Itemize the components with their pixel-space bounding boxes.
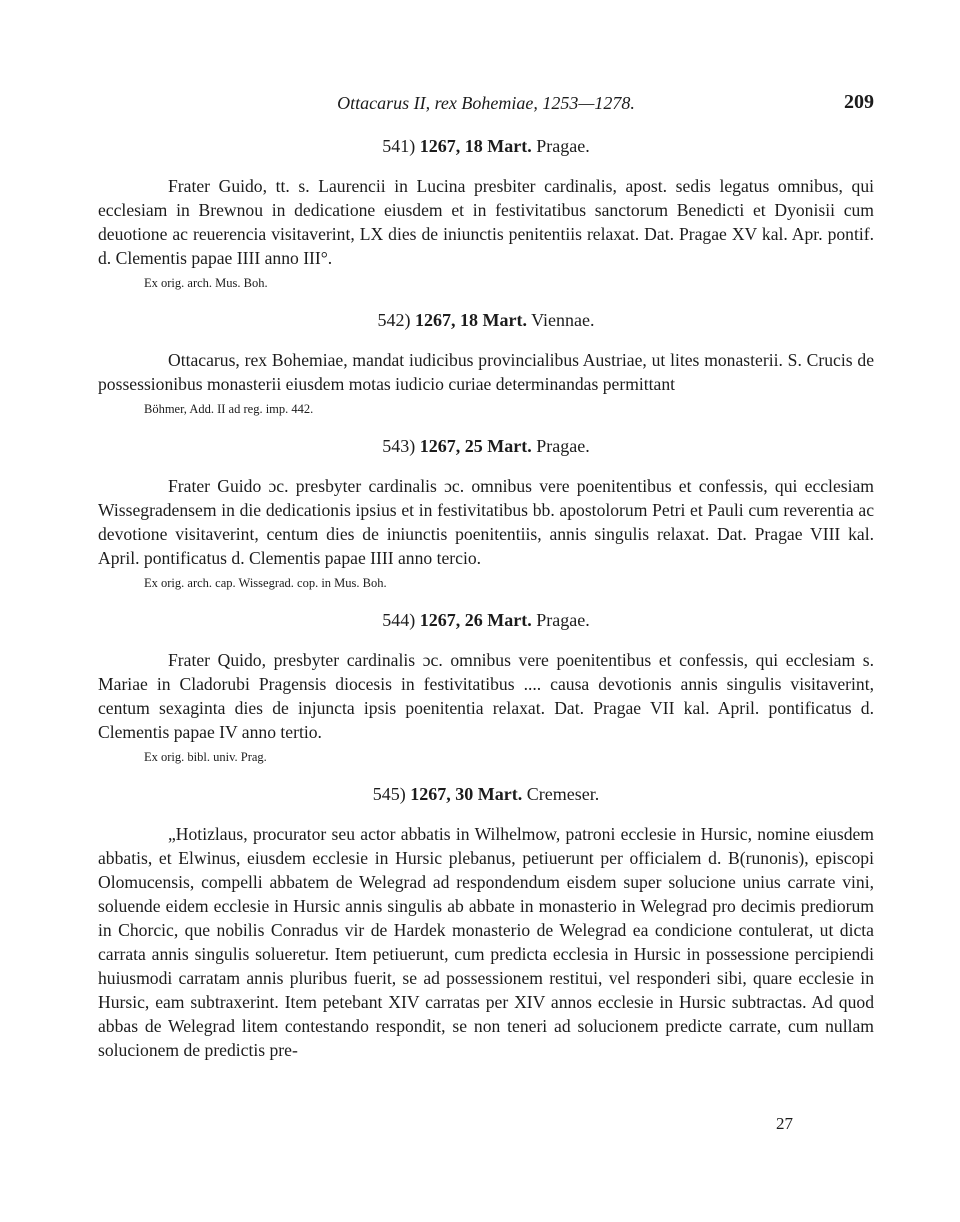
entry-title (98, 308, 874, 332)
entry-source: Ex orig. arch. cap. Wissegrad. cop. in Mus. Boh. (144, 576, 387, 590)
entry-place: Pragae. (536, 610, 590, 630)
entry-543 (98, 434, 874, 592)
page-header (98, 93, 874, 119)
entry-title (98, 134, 874, 158)
entry-text: Frater Guido, tt. s. Laurencii in Lucina presbiter cardinalis, apost. sedis legatus omnibus, qui ecclesiam in Brewnou in dedicatione eiusdem et in festivitatibus sanctorum Benedicti et Dyonisii cum deuotione ac reuerencia visitaverint, LX dies de iniunctis penitentiis relaxat. Dat. Pragae XV kal. Apr. pontif. d. Clementis papae IIII anno III°. (98, 176, 874, 268)
entry-title (98, 434, 874, 458)
entry-date: 1267, 18 Mart. (419, 136, 532, 156)
entry-number: 544) (382, 610, 416, 630)
entry-541 (98, 134, 874, 292)
entry-source: Ex orig. bibl. univ. Prag. (144, 750, 267, 764)
entry-source: Böhmer, Add. II ad reg. imp. 442. (144, 402, 314, 416)
entry-text: Frater Quido, presbyter cardinalis ɔc. omnibus vere poenitentibus et confessis, qui ecclesiam s. Mariae in Cladorubi Pragensis diocesis in festivitatibus .... causa devotionis annis singulis visitaverint, centum sexaginta dies de injuncta ipsis poenitentia relaxat. Dat. Pragae VII kal. April. pontificatus d. Clementis papae IV anno tertio. (98, 650, 874, 742)
entry-number: 542) (377, 310, 411, 330)
entry-542 (98, 308, 874, 418)
entry-544 (98, 608, 874, 766)
entry-title (98, 608, 874, 632)
document-body (98, 134, 874, 1078)
entry-text: „Hotizlaus, procurator seu actor abbatis in Wilhelmow, patroni ecclesie in Hursic, nomine eiusdem abbatis, et Elwinus, eiusdem ecclesie in Hursic plebanus, petiuerunt per officialem d. B(runonis), episcopi Olomucensis, compelli abbatem de Welegrad ad respondendum eisdem super solucione unius carrate vini, soluende eidem ecclesie in Hursic annis singulis ab abbate in monasterio in Welegrad pro decimis prediorum in Chorcic, que nobilis Conradus vir de Hardek monasterio de Welegrad ea condicione contulerat, ut dicta carrata annis singulis solueretur. Item petiuerunt, cum predicta ecclesia in Hursic in possessione percipiendi huiusmodi carratam annis pluribus fuerit, se ad possessionem restitui, vel responderi sibi, quare ecclesie in Hursic, eam subtraxerint. Item petebant XIV carratas per XIV annos ecclesie in Hursic subtractas. Ad quod abbas de Welegrad litem contestando respondit, se non teneri ad solucionem predicte carrate, cum nullam solucionem de predictis pre- (98, 824, 874, 1060)
entry-place: Cremeser. (526, 784, 600, 804)
entry-text: Ottacarus, rex Bohemiae, mandat iudicibus provincialibus Austriae, ut lites monasterii. S. Crucis de possessionibus monasterii eiusdem motas iudicio curiae determinandas permittant (98, 350, 874, 394)
entry-text: Frater Guido ɔc. presbyter cardinalis ɔc. omnibus vere poenitentibus et confessis, qui ecclesiam Wissegradensem in die dedicationis ipsius et in festivitatibus bb. apostolorum Petri et Pauli cum reverentia ac devotione visitaverint, centum dies de iniunctis poenitentiis, annis singulis relaxat. Dat. Pragae VIII kal. April. pontificatus d. Clementis papae IIII anno tercio. (98, 476, 874, 568)
signature-mark: 27 (776, 1114, 793, 1133)
entry-title (98, 782, 874, 806)
entry-number: 543) (382, 436, 416, 456)
entry-number: 541) (382, 136, 416, 156)
entry-place: Pragae. (536, 436, 590, 456)
entry-date: 1267, 18 Mart. (414, 310, 527, 330)
entry-date: 1267, 26 Mart. (419, 610, 532, 630)
entry-date: 1267, 30 Mart. (410, 784, 523, 804)
entry-date: 1267, 25 Mart. (419, 436, 532, 456)
entry-place: Viennae. (531, 310, 595, 330)
running-title: Ottacarus II, rex Bohemiae, 1253—1278. (337, 93, 635, 113)
entry-place: Pragae. (536, 136, 590, 156)
entry-number: 545) (372, 784, 406, 804)
entry-545 (98, 782, 874, 1062)
entry-source: Ex orig. arch. Mus. Boh. (144, 276, 268, 290)
page-number: 209 (844, 91, 874, 113)
